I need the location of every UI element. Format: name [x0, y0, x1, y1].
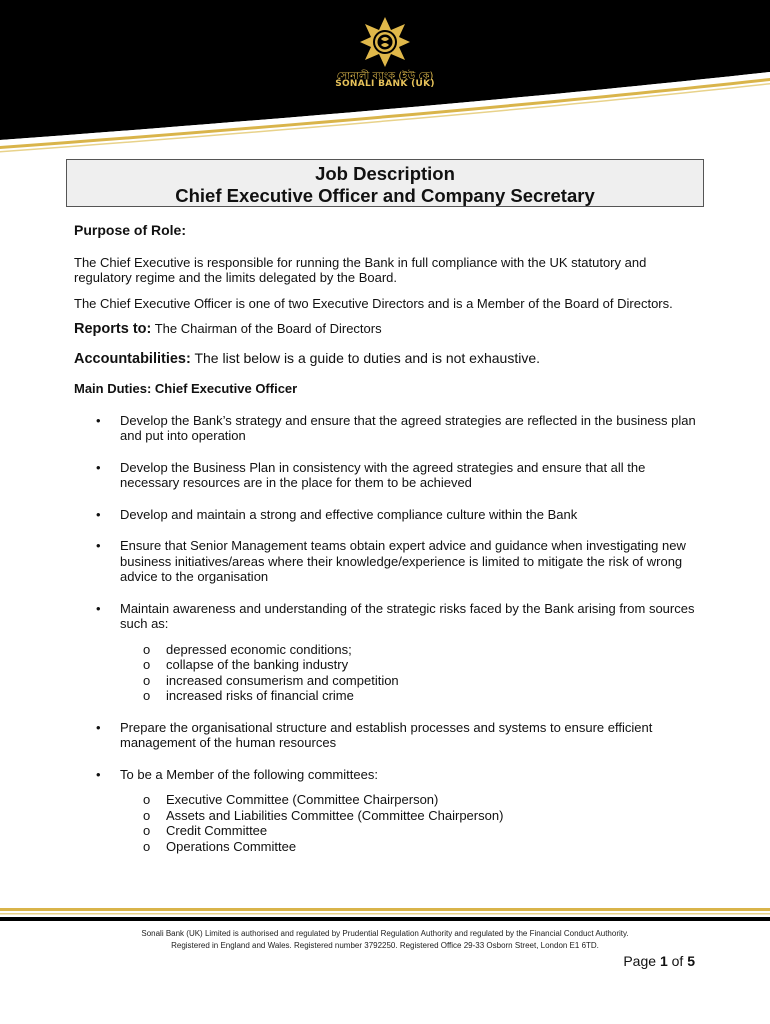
duty-text: Develop the Business Plan in consistency with the agreed strategies and ensure that all the necessary resources are in the place for them to be achieved — [120, 459, 646, 490]
purpose-paragraph-1: The Chief Executive is responsible for running the Bank in full compliance with the UK statutory and regulatory regime and the limits delegated by the Board. — [74, 254, 647, 285]
accountabilities — [74, 351, 704, 368]
document-title-box — [66, 159, 704, 207]
duty-text: Develop the Bank’s strategy and ensure that the agreed strategies are reflected in the business plan and put into operation — [120, 412, 696, 443]
page-of: of — [667, 953, 688, 969]
sub-list-item: o Assets and Liabilities Committee (Committee Chairperson) — [120, 808, 704, 824]
duty-item — [74, 538, 704, 585]
reports-to-value: The Chairman of the Board of Directors — [151, 321, 382, 336]
footer-line-1: Sonali Bank (UK) Limited is authorised and regulated by Prudential Regulation Authority and regulated by the Financial Conduct Authority. — [141, 929, 629, 938]
accountabilities-label: Accountabilities: — [74, 350, 191, 367]
duty-item — [74, 507, 704, 523]
sub-list-item: o increased risks of financial crime — [120, 688, 704, 704]
document-subtitle: Chief Executive Officer and Company Secretary — [175, 185, 595, 206]
accountabilities-value: The list below is a guide to duties and is not exhaustive. — [190, 349, 541, 366]
sub-list-item: o depressed economic conditions; — [120, 642, 704, 658]
main-duties-heading: Main Duties: Chief Executive Officer — [74, 381, 298, 396]
committees-list — [120, 792, 704, 854]
footer-line-2: Registered in England and Wales. Registered number 3792250. Registered Office 29-33 Osborn Street, London E1 6TD. — [171, 941, 599, 950]
footer-rule — [0, 908, 770, 922]
duty-item — [74, 460, 704, 491]
document-title: Job Description — [315, 163, 455, 184]
page-prefix: Page — [623, 953, 660, 969]
duty-item — [74, 767, 704, 855]
sub-list-item: o Operations Committee — [120, 839, 704, 855]
logo-bengali-text: সোনালী ব্যাংক (ইউ কে) — [336, 71, 434, 82]
page-current: 1 — [659, 953, 668, 969]
page-number — [623, 953, 695, 969]
duty-item — [74, 601, 704, 704]
footer-text — [0, 928, 770, 952]
sub-list-item: o collapse of the banking industry — [120, 657, 704, 673]
sub-list-item: o Credit Committee — [120, 823, 704, 839]
document-body — [74, 223, 704, 870]
reports-to-label: Reports to: — [74, 321, 152, 337]
duty-item — [74, 720, 704, 751]
duty-text: To be a Member of the following committees: — [120, 766, 378, 782]
risk-sources-list — [120, 642, 704, 704]
duty-item — [74, 413, 704, 444]
duties-list — [74, 413, 704, 855]
duty-text: Maintain awareness and understanding of the strategic risks faced by the Bank arising from sources such as: — [120, 600, 695, 631]
sub-list-item: o Executive Committee (Committee Chairperson) — [120, 792, 704, 808]
reports-to — [74, 321, 704, 338]
purpose-paragraph-2: The Chief Executive Officer is one of two Executive Directors and is a Member of the Board of Directors. — [74, 295, 673, 311]
duty-text: Prepare the organisational structure and establish processes and systems to ensure efficient management of the human resources — [120, 719, 653, 750]
duty-text: Ensure that Senior Management teams obtain expert advice and guidance when investigating new business initiatives/areas where their knowledge/experience is limited to mitigate the risk of wrong advice to the organisation — [120, 538, 686, 584]
logo-english-text: SONALI BANK (UK) — [335, 79, 435, 89]
sub-list-item: o increased consumerism and competition — [120, 673, 704, 689]
page-total: 5 — [687, 953, 695, 969]
purpose-heading: Purpose of Role: — [74, 222, 187, 238]
duty-text: Develop and maintain a strong and effective compliance culture within the Bank — [120, 506, 578, 522]
